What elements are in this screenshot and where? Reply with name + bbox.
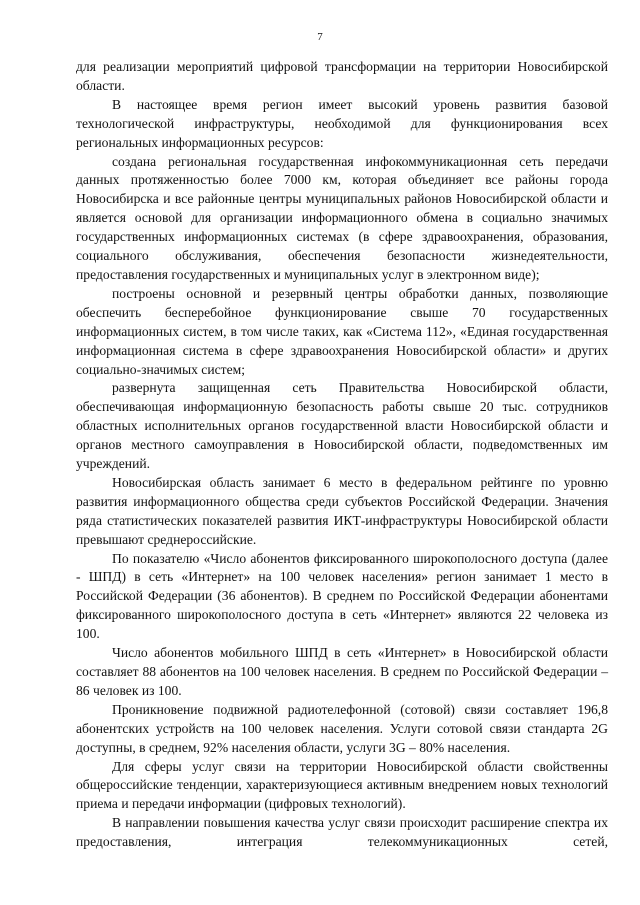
paragraph: Число абонентов мобильного ШПД в сеть «Интернет» в Новосибирской области составляет 88 абонентов на 100 человек населения. В среднем по Российской Федерации – 86 человек из 100.: [76, 645, 608, 698]
paragraph: Новосибирская область занимает 6 место в федеральном рейтинге по уровню развития информационного общества среди субъектов Российской Федерации. Значения ряда статистических показателей развития ИКТ-инфраструктуры Новосибирской области превышают среднероссийские.: [76, 474, 608, 547]
page-number: 7: [317, 31, 323, 43]
paragraph: развернута защищенная сеть Правительства Новосибирской области, обеспечивающая информационную безопасность работы свыше 20 тыс. сотрудников областных исполнительных органов государственной власти Новосибирской области и органов местного самоуправления в Новосибирской области, подведомственных им учреждений.: [76, 380, 608, 472]
paragraph: Проникновение подвижной радиотелефонной (сотовой) связи составляет 196,8 абонентских устройств на 100 человек населения. Услуги сотовой связи стандарта 2G доступны, в среднем, 92% населения области, услуги 3G – 80% населения.: [76, 701, 608, 755]
paragraph: построены основной и резервный центры обработки данных, позволяющие обеспечить бесперебойное функционирование свыше 70 государственных информационных систем, в том числе таких, как «Система 112», «Единая государственная информационная система в сфере здравоохранения Новосибирской области» и других социально-значимых систем;: [76, 285, 608, 377]
paragraph: По показателю «Число абонентов фиксированного широкополосного доступа (далее - ШПД) в сеть «Интернет» на 100 человек населения» регион занимает 1 место в Российской Федерации (36 абонентов). В среднем по Российской Федерации абонентами фиксированного широкополосного доступа в сеть «Интернет» являются 22 человека из 100.: [76, 550, 608, 642]
paragraph: В настоящее время регион имеет высокий уровень развития базовой технологической инфраструктуры, необходимой для функционирования всех региональных информационных ресурсов:: [76, 96, 608, 150]
paragraph: В направлении повышения качества услуг связи происходит расширение спектра их предоставления, интеграция телекоммуникационных сетей,: [76, 815, 608, 850]
paragraph: Для сферы услуг связи на территории Новосибирской области свойственны общероссийские тенденции, характеризующиеся активным внедрением новых технологий приема и передачи информации (цифровых технологий).: [76, 758, 608, 812]
document-body: [76, 58, 608, 852]
paragraph: для реализации мероприятий цифровой трансформации на территории Новосибирской области.: [76, 59, 608, 93]
paragraph: создана региональная государственная инфокоммуникационная сеть передачи данных протяженностью более 7000 км, которая объединяет все районы города Новосибирска и все районные центры муниципальных районов Новосибирской области и является основой для организации информационного обмена в социально значимых государственных информационных системах (в сфере здравоохранения, образования, социального обслуживания, обеспечения безопасности жизнедеятельности, предоставления государственных и муниципальных услуг в электронном виде);: [76, 153, 608, 282]
